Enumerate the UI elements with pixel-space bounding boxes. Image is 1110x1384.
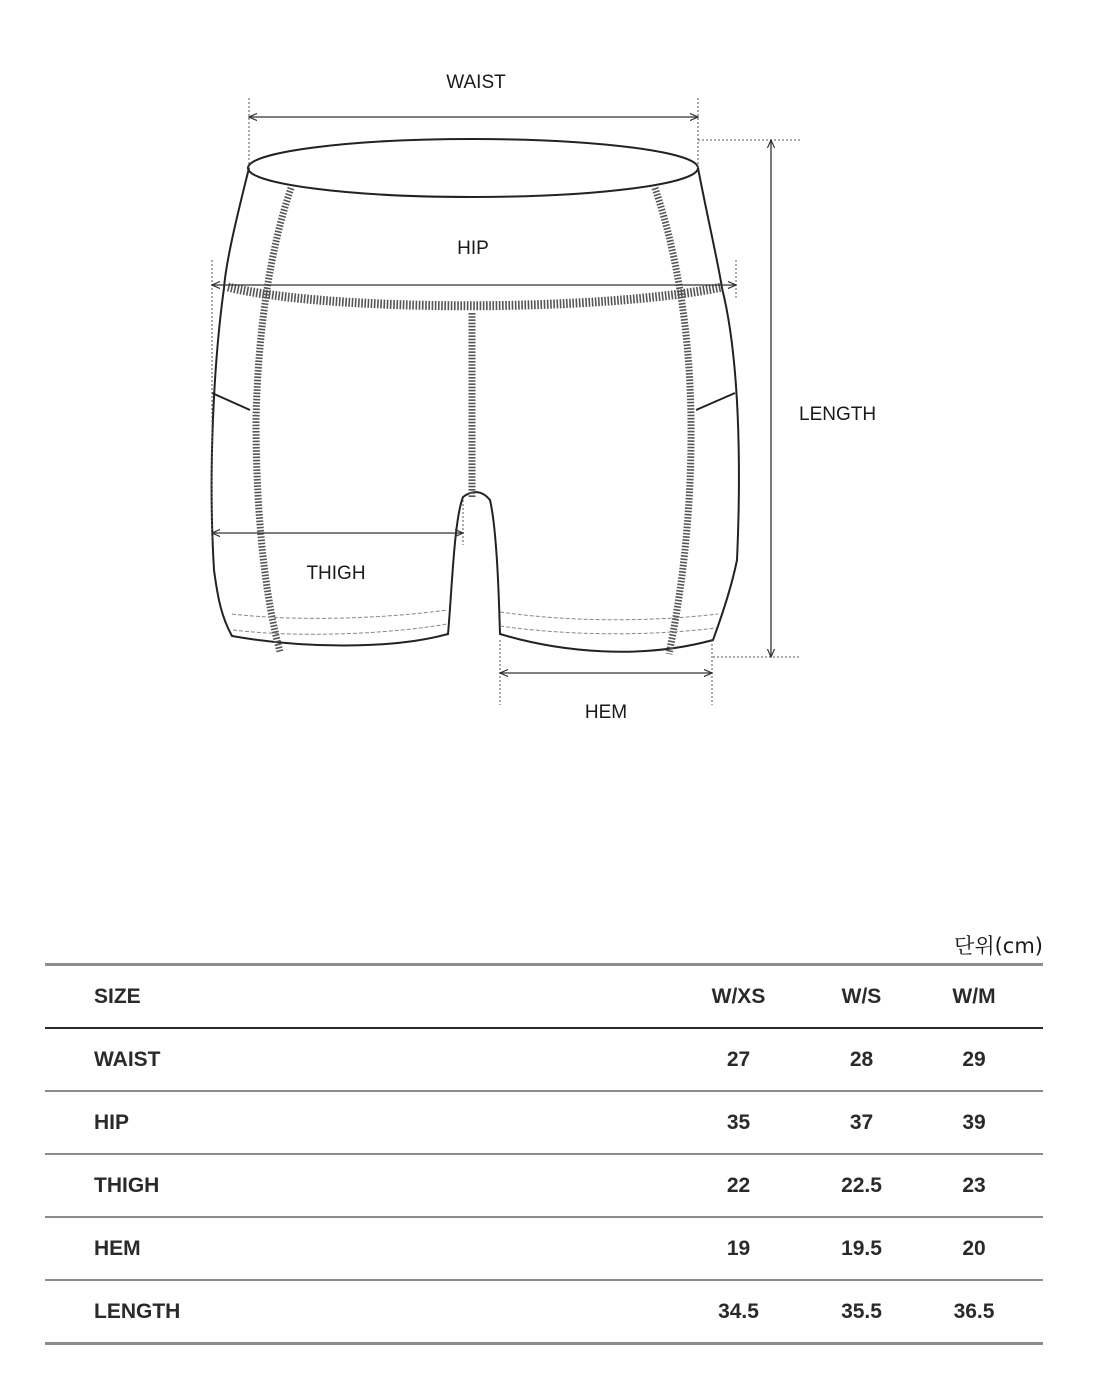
cell-value: 36.5 bbox=[953, 1299, 995, 1323]
cell-value: 23 bbox=[962, 1173, 986, 1197]
left-pocket-line bbox=[212, 393, 250, 410]
measurement-arrows bbox=[212, 117, 771, 673]
cell-value: 34.5 bbox=[718, 1299, 759, 1323]
cell-value: 19 bbox=[726, 1236, 751, 1260]
right-hem-stitch-2 bbox=[500, 626, 716, 634]
waistband-opening bbox=[248, 139, 698, 197]
header-wm: W/M bbox=[952, 984, 996, 1008]
size-chart-table bbox=[45, 963, 1043, 1345]
hem-label: HEM bbox=[584, 702, 628, 723]
cell-value: 20 bbox=[962, 1236, 986, 1260]
table-row bbox=[45, 1280, 1043, 1344]
extension-lines bbox=[212, 98, 800, 705]
table-row bbox=[45, 1091, 1043, 1154]
table-row bbox=[45, 1028, 1043, 1091]
cell-value: 27 bbox=[726, 1047, 751, 1071]
table-header-row bbox=[45, 965, 1043, 1029]
right-pocket-line bbox=[696, 393, 735, 410]
unit-label: 단위(cm) bbox=[954, 934, 1043, 958]
cell-value: 39 bbox=[962, 1110, 986, 1134]
header-size: SIZE bbox=[94, 984, 141, 1008]
header-wxs: W/XS bbox=[711, 984, 766, 1008]
cell-value: 35.5 bbox=[841, 1299, 882, 1323]
length-label: LENGTH bbox=[799, 404, 877, 425]
table-row bbox=[45, 1154, 1043, 1217]
shorts-outline bbox=[212, 139, 739, 652]
cell-value: 22 bbox=[726, 1173, 751, 1197]
cell-value: 35 bbox=[726, 1110, 751, 1134]
right-side-seam bbox=[655, 188, 691, 654]
thigh-label: THIGH bbox=[306, 563, 366, 584]
cell-value: 29 bbox=[962, 1047, 986, 1071]
row-label: WAIST bbox=[94, 1047, 161, 1071]
waistband-seam bbox=[228, 287, 722, 306]
hip-label: HIP bbox=[457, 238, 489, 259]
cell-value: 37 bbox=[849, 1110, 874, 1134]
cell-value: 19.5 bbox=[841, 1236, 882, 1260]
table-row bbox=[45, 1217, 1043, 1280]
row-label: HEM bbox=[94, 1236, 141, 1260]
cell-value: 22.5 bbox=[841, 1173, 882, 1197]
left-hem-stitch-1 bbox=[232, 610, 447, 618]
row-label: HIP bbox=[94, 1110, 130, 1134]
header-ws: W/S bbox=[841, 984, 882, 1008]
right-hem-stitch-1 bbox=[500, 612, 718, 620]
cell-value: 28 bbox=[849, 1047, 874, 1071]
left-hem-stitch-2 bbox=[233, 624, 447, 634]
row-label: THIGH bbox=[94, 1173, 160, 1197]
row-label: LENGTH bbox=[94, 1299, 181, 1323]
waist-label: WAIST bbox=[446, 72, 506, 93]
left-side-seam bbox=[256, 188, 291, 652]
